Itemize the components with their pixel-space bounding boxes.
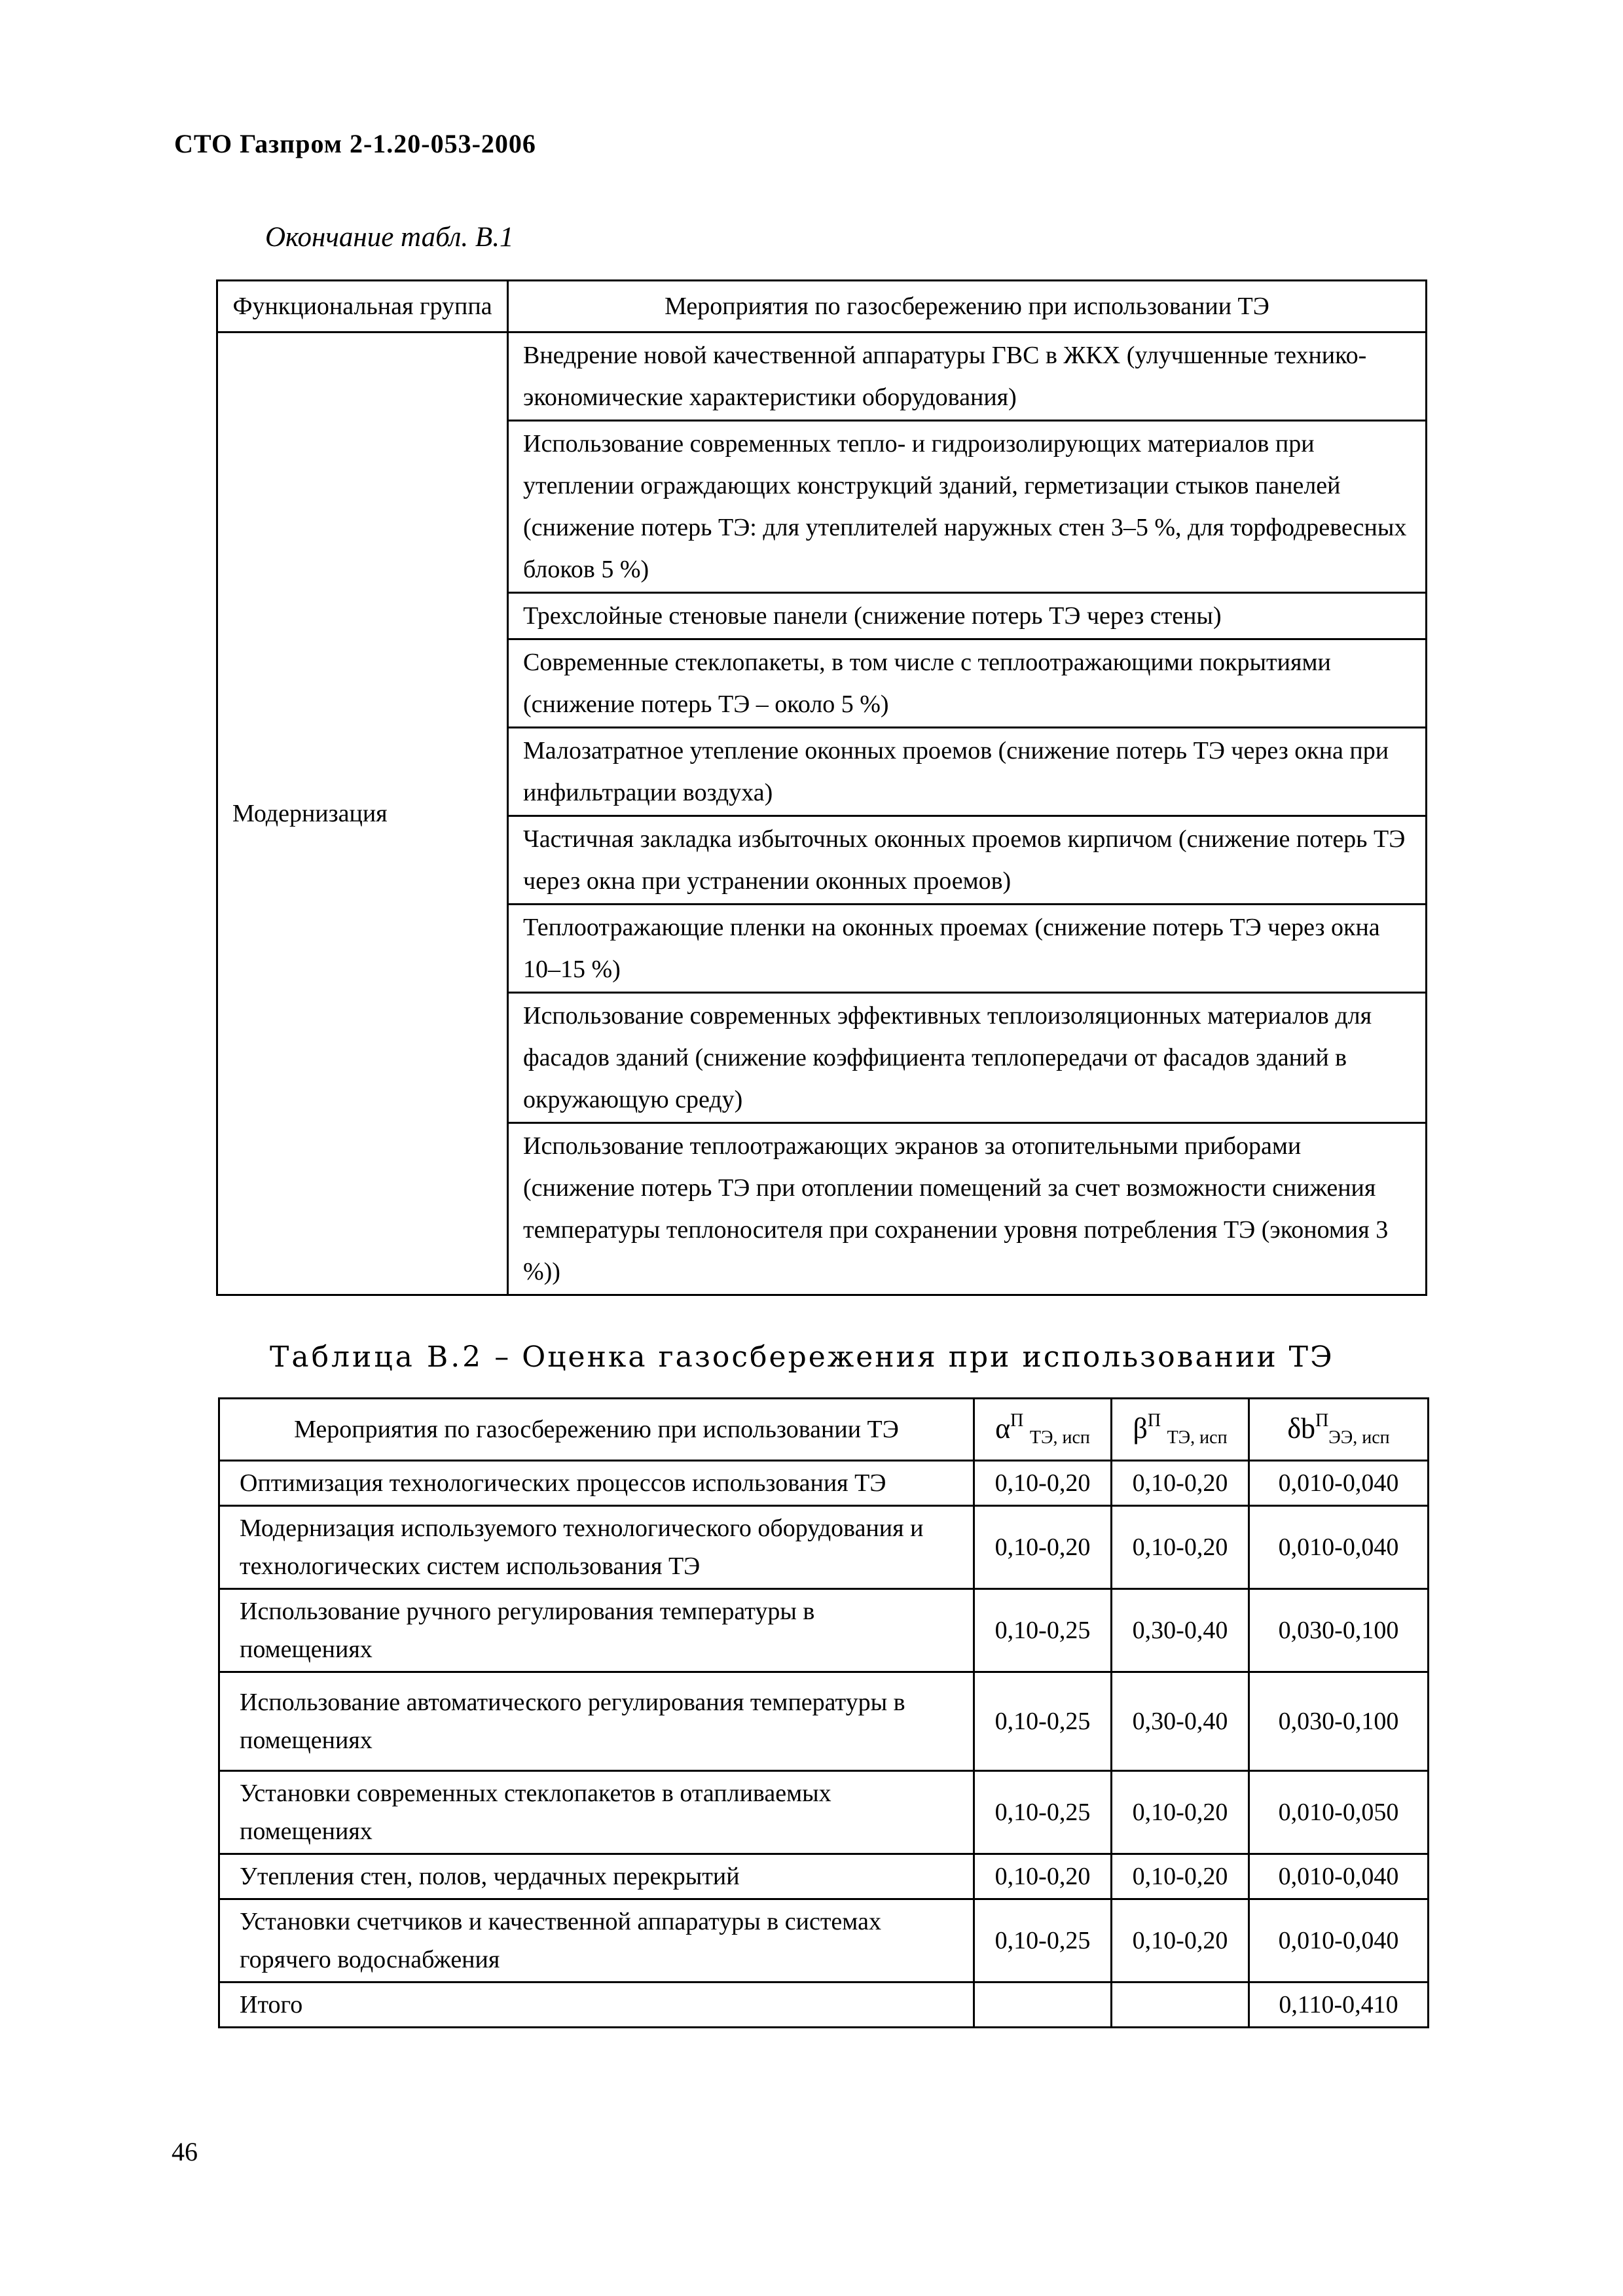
table-row xyxy=(219,1461,1429,1506)
table2 xyxy=(218,1397,1429,2028)
table-row xyxy=(219,1506,1429,1589)
table2-delta-cell: 0,010-0,040 xyxy=(1249,1854,1429,1899)
table2-alpha-cell: 0,10-0,25 xyxy=(974,1899,1112,1982)
table-row xyxy=(217,332,1427,421)
table2-delta-cell: 0,110-0,410 xyxy=(1249,1982,1429,2028)
table2-beta-cell: 0,10-0,20 xyxy=(1112,1506,1249,1589)
table1-measure-cell: Частичная закладка избыточных оконных проемов кирпичом (снижение потерь ТЭ через окна при устранении оконных проемов) xyxy=(508,816,1427,905)
page-number: 46 xyxy=(172,2137,198,2166)
table2-delta-cell: 0,010-0,040 xyxy=(1249,1899,1429,1982)
table1-measure-cell: Использование современных эффективных теплоизоляционных материалов для фасадов зданий (снижение коэффициента теплопередачи от фасадов зданий в окружающую среду) xyxy=(508,993,1427,1123)
table2-caption xyxy=(270,1340,1334,1374)
table2-delta-cell: 0,030-0,100 xyxy=(1249,1589,1429,1672)
table2-delta-cell: 0,010-0,040 xyxy=(1249,1461,1429,1506)
table2-beta-cell: 0,10-0,20 xyxy=(1112,1771,1249,1854)
table2-caption-text: – Оценка газосбережения при использовании ТЭ xyxy=(494,1340,1334,1374)
table2-alpha-cell: 0,10-0,20 xyxy=(974,1461,1112,1506)
table2-measure-cell: Модернизация используемого технологического оборудования и технологических систем использования ТЭ xyxy=(219,1506,974,1589)
table2-beta-cell: 0,30-0,40 xyxy=(1112,1589,1249,1672)
table-row xyxy=(219,1854,1429,1899)
table2-delta-cell: 0,010-0,040 xyxy=(1249,1506,1429,1589)
table2-caption-label: Таблица В.2 xyxy=(270,1340,484,1374)
document-header: СТО Газпром 2-1.20-053-2006 xyxy=(174,129,536,158)
table-row xyxy=(219,1899,1429,1982)
table1-caption: Окончание табл. В.1 xyxy=(265,222,514,253)
table2-alpha-cell xyxy=(974,1982,1112,2028)
table1-header-measures: Мероприятия по газосбережению при использовании ТЭ xyxy=(508,281,1427,332)
table1-measure-cell: Внедрение новой качественной аппаратуры ГВС в ЖКХ (улучшенные технико-экономические характеристики оборудования) xyxy=(508,332,1427,421)
table2-measure-cell: Использование ручного регулирования температуры в помещениях xyxy=(219,1589,974,1672)
table2-alpha-cell: 0,10-0,25 xyxy=(974,1771,1112,1854)
table-row xyxy=(219,1589,1429,1672)
table1-measure-cell: Малозатратное утепление оконных проемов (снижение потерь ТЭ через окна при инфильтрации воздуха) xyxy=(508,728,1427,816)
table2-measure-cell: Оптимизация технологических процессов использования ТЭ xyxy=(219,1461,974,1506)
table-row xyxy=(219,1982,1429,2028)
table2-beta-cell: 0,10-0,20 xyxy=(1112,1899,1249,1982)
table2-alpha-cell: 0,10-0,25 xyxy=(974,1672,1112,1771)
table2-header-beta: $\beta^П$ $_{ТЭ, исп}$ xyxy=(1112,1399,1249,1461)
table2-header-delta: $\delta b^П_{ЭЭ, исп}$ xyxy=(1249,1399,1429,1461)
table2-header-measures: Мероприятия по газосбережению при использовании ТЭ xyxy=(219,1399,974,1461)
table1 xyxy=(216,279,1427,1296)
table2-delta-cell: 0,030-0,100 xyxy=(1249,1672,1429,1771)
table2-beta-cell xyxy=(1112,1982,1249,2028)
table1-group-cell: Модернизация xyxy=(217,332,508,1295)
table1-measure-cell: Современные стеклопакеты, в том числе с теплоотражающими покрытиями (снижение потерь ТЭ – около 5 %) xyxy=(508,639,1427,728)
table2-alpha-cell: 0,10-0,25 xyxy=(974,1589,1112,1672)
table2-header-row xyxy=(219,1399,1429,1461)
table2-alpha-cell: 0,10-0,20 xyxy=(974,1854,1112,1899)
table2-measure-cell: Установки счетчиков и качественной аппаратуры в системах горячего водоснабжения xyxy=(219,1899,974,1982)
table1-measure-cell: Трехслойные стеновые панели (снижение потерь ТЭ через стены) xyxy=(508,593,1427,639)
table1-measure-cell: Теплоотражающие пленки на оконных проемах (снижение потерь ТЭ через окна 10–15 %) xyxy=(508,905,1427,993)
table2-alpha-cell: 0,10-0,20 xyxy=(974,1506,1112,1589)
table-row xyxy=(219,1672,1429,1771)
table1-header-row xyxy=(217,281,1427,332)
table2-measure-cell: Итого xyxy=(219,1982,974,2028)
table2-header-alpha: $\alpha^П$ $_{ТЭ, исп}$ xyxy=(974,1399,1112,1461)
table1-measure-cell: Использование теплоотражающих экранов за отопительными приборами (снижение потерь ТЭ при отоплении помещений за счет возможности снижения температуры теплоносителя при сохранении уровня потребления ТЭ (экономия 3 %)) xyxy=(508,1123,1427,1295)
table2-delta-cell: 0,010-0,050 xyxy=(1249,1771,1429,1854)
table2-beta-cell: 0,10-0,20 xyxy=(1112,1854,1249,1899)
table1-header-group: Функциональная группа xyxy=(217,281,508,332)
table2-measure-cell: Использование автоматического регулирования температуры в помещениях xyxy=(219,1672,974,1771)
table2-measure-cell: Утепления стен, полов, чердачных перекрытий xyxy=(219,1854,974,1899)
table2-beta-cell: 0,10-0,20 xyxy=(1112,1461,1249,1506)
table2-measure-cell: Установки современных стеклопакетов в отапливаемых помещениях xyxy=(219,1771,974,1854)
table2-beta-cell: 0,30-0,40 xyxy=(1112,1672,1249,1771)
table1-measure-cell: Использование современных тепло- и гидроизолирующих материалов при утеплении ограждающих конструкций зданий, герметизации стыков панелей (снижение потерь ТЭ: для утеплителей наружных стен 3–5 %, для торфодревесных блоков 5 %) xyxy=(508,421,1427,593)
table-row xyxy=(219,1771,1429,1854)
